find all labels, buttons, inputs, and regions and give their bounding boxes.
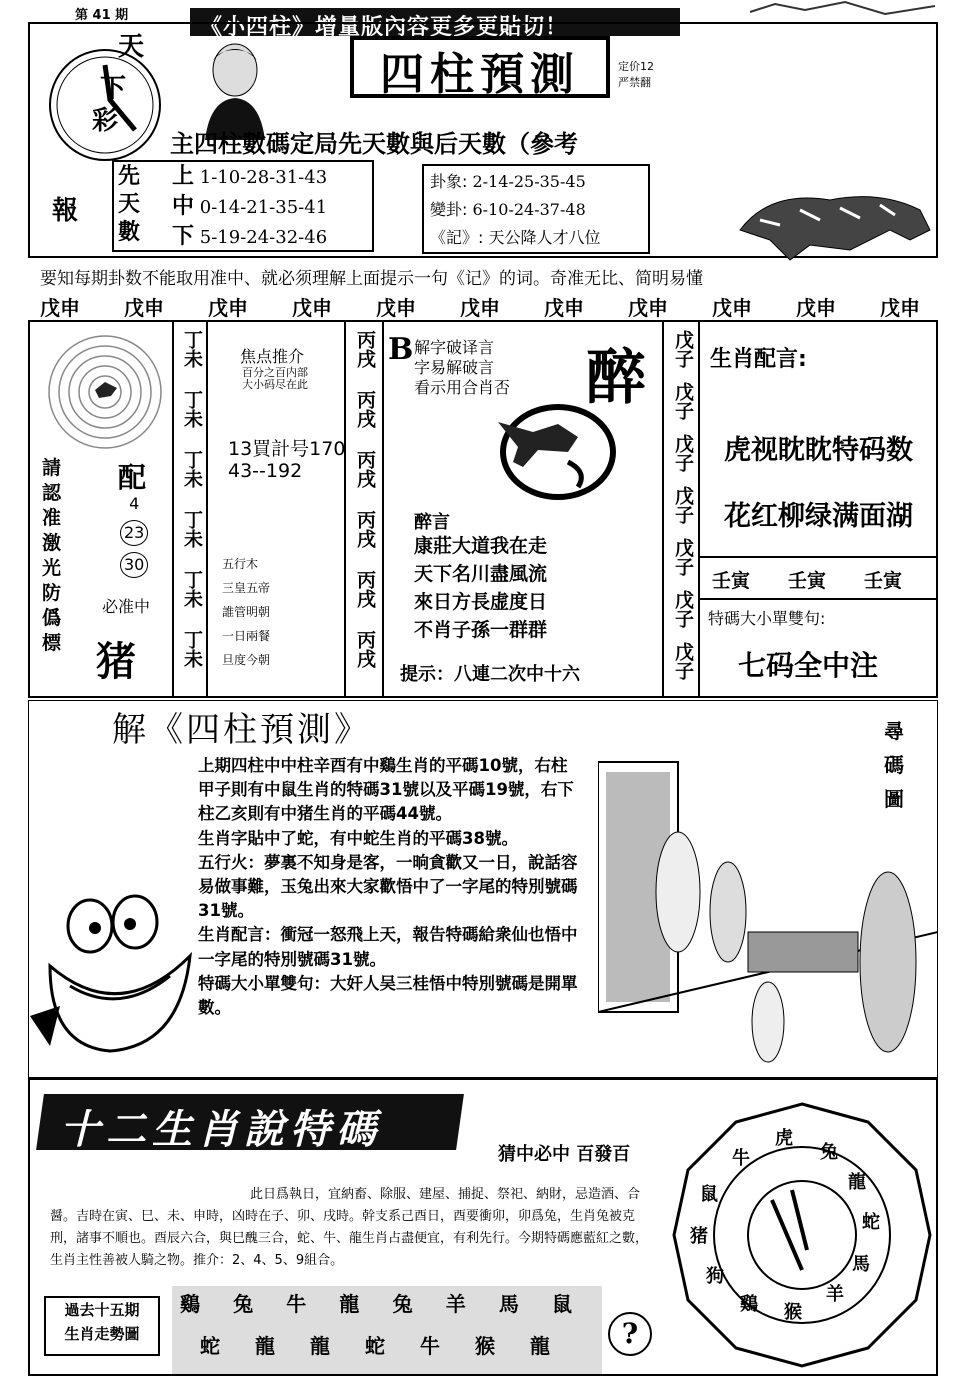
banner-text: 《小四柱》增量版內容更多更貼切！ xyxy=(200,14,569,40)
numbers-left-labels xyxy=(118,162,140,246)
focus-line1: 13買計号170 xyxy=(228,438,346,460)
bottom-banner: 十二生肖說特碼 xyxy=(60,1106,382,1153)
wheel-label: 牛 xyxy=(732,1148,750,1169)
wheel-label: 鷄 xyxy=(740,1294,758,1315)
top-row-item: 戊申 xyxy=(124,296,164,320)
subtitle: 主四柱數碼定局先天數與后天數（參考 xyxy=(170,129,578,158)
top-row xyxy=(40,292,920,321)
trend-item: 馬 xyxy=(498,1292,519,1316)
top-row-item: 戊申 xyxy=(880,296,920,320)
cartoon-mascot-icon xyxy=(30,856,210,1066)
explain-body: 上期四柱中中柱辛酉有中鷄生肖的平碼10號，右柱甲子則有中鼠生肖的特碼31號以及平碼19號，右下柱乙亥則有中猪生肖的平碼44號。 生肖字貼中了蛇，有中蛇生肖的平碼38號。 五行火：夢裏不知身是客，一晌貪歡又一日，說話容易做事難，玉兔出來大家歡悟中了一字尾的特別號碼31號。 生肖配言：衝冠一怒飛上天，報告特碼給衆仙也悟中一字尾的特別號碼31號。 特碼大小單雙句：大奸人吴三桂悟中特別號碼是開單數。 xyxy=(198,756,578,1018)
stamp-char-1: 天 xyxy=(118,32,145,62)
trend-item: 龍 xyxy=(255,1334,275,1358)
wheel-label: 狗 xyxy=(706,1266,724,1287)
trend-item: 蛇 xyxy=(365,1334,385,1358)
zodiac-line2: 花红柳绿满面湖 xyxy=(724,501,913,532)
zodiac-title: 生肖配言: xyxy=(710,347,807,372)
side-label: 尋 碼 圖 xyxy=(884,719,904,811)
top-row-item: 戊申 xyxy=(712,296,752,320)
special-text: 七码全中注 xyxy=(738,649,879,682)
deer-plate-icon xyxy=(478,392,618,502)
wheel-label: 馬 xyxy=(852,1254,870,1275)
trend-bottom-row xyxy=(200,1330,550,1359)
number-row: 中 0-14-21-35-41 xyxy=(172,193,328,219)
zodiac-wheel-icon xyxy=(672,1100,932,1370)
numbers-rows xyxy=(172,162,327,252)
wheel-label: 龍 xyxy=(848,1172,866,1193)
top-row-item: 戊申 xyxy=(292,296,332,320)
label-xian: 先 xyxy=(118,163,141,189)
top-row-item: 戊申 xyxy=(628,296,668,320)
label-tian: 天 xyxy=(118,191,141,217)
trend-item: 鷄 xyxy=(180,1292,200,1316)
riddle-intro: 解字破译言 字易解破言 看示用合肖否 xyxy=(414,338,511,397)
anti-fake-text: 請 認 准 激 光 防 僞 標 xyxy=(42,457,62,654)
wheel-label: 鼠 xyxy=(700,1184,718,1205)
zodiac-line1: 虎视眈眈特码数 xyxy=(724,435,913,466)
col-wuzi: 戊子 戊子 戊子 戊子 戊子 戊子 戊子 xyxy=(672,330,694,680)
col-dingwei: 丁未 丁未 丁未 丁未 丁未 丁未 xyxy=(181,330,203,668)
number-row: 下 5-19-24-32-46 xyxy=(172,223,328,249)
wheel-label: 蛇 xyxy=(862,1212,880,1233)
special-label: 特碼大小單雙句: xyxy=(708,609,826,628)
bottom-paragraph: 此日爲執日，宜納畜、除服、建屋、捕捉、祭祀、納財，忌造酒、合醤。吉時在寅、巳、未、申時，凶時在子、卯、戌時。幹支系己酉日，酉要衝卯，卯爲兔，生肖兔被克刑，諸事不順也。酉辰六合，與巳醜三合，蛇、牛、龍生肖占盡便宜，有利先行。今期特碼應藍紅之數，生肖主性善被人騎之物。推介：2、4、5、9組合。 xyxy=(50,1187,649,1268)
hexagram-rows: 卦象: 2-14-25-35-45 變卦: 6-10-24-37-48 《記》: 天公降人才八位 xyxy=(430,172,601,247)
page-title: 四柱預測 xyxy=(380,49,580,100)
trend-item: 牛 xyxy=(420,1334,440,1358)
trend-label-box: 過去十五期 生肖走勢圖 xyxy=(44,1296,160,1356)
notice-text: 要知每期卦数不能取用准中、就必须理解上面提示一句《记》的词。奇准无比、简明易懂 xyxy=(40,269,703,289)
top-row-item: 戊申 xyxy=(376,296,416,320)
focus-title: 焦点推介 xyxy=(240,347,305,366)
trend-item: 龍 xyxy=(310,1334,330,1358)
stamp-char-4: 報 xyxy=(52,196,79,226)
wheel-label: 羊 xyxy=(826,1284,844,1305)
label-shu: 數 xyxy=(118,219,141,245)
explain-title: 解《四柱預測》 xyxy=(112,710,371,750)
trend-top-row xyxy=(180,1288,572,1317)
issue-label: 第 41 期 xyxy=(75,8,129,23)
riddle-lines: 康莊大道我在走 天下名川盡風流 來日方長虚度日 不肖子孫一群群 xyxy=(414,535,548,641)
bottom-slogan: 猜中必中 百發百 xyxy=(498,1144,631,1165)
corner-art-icon xyxy=(745,0,945,22)
riddle-hint: 提示：八連二次中十六 xyxy=(400,664,580,685)
trend-item: 龍 xyxy=(339,1292,360,1316)
trend-item: 鼠 xyxy=(551,1292,572,1316)
riddle-b-icon: B xyxy=(388,332,414,367)
stamp-char-2: 下 xyxy=(100,74,127,104)
top-row-item: 戊申 xyxy=(796,296,836,320)
wheel-label: 虎 xyxy=(775,1128,793,1149)
wheel-label: 兔 xyxy=(820,1142,838,1163)
focus-sub2: 大小码尽在此 xyxy=(242,378,308,391)
trend-item: 羊 xyxy=(445,1292,466,1316)
laser-target-icon xyxy=(45,330,165,455)
top-row-item: 戊申 xyxy=(208,296,248,320)
trend-item: 龍 xyxy=(530,1334,550,1358)
pei-numbers: 4 23 30 xyxy=(120,492,148,578)
top-row-item: 戊申 xyxy=(40,296,80,320)
price-note-2: 严禁翻 xyxy=(618,76,651,89)
price-note-1: 定价12 xyxy=(618,60,654,73)
focus-line2: 43--192 xyxy=(228,460,303,482)
riddle-big-char: 醉 xyxy=(586,343,646,413)
trend-item: 兔 xyxy=(392,1292,413,1316)
number-row: 上 1-10-28-31-43 xyxy=(172,163,328,189)
wheel-label: 猪 xyxy=(690,1226,708,1247)
trend-item: 牛 xyxy=(286,1292,307,1316)
renyin-row: 壬寅 壬寅 壬寅 xyxy=(712,570,902,592)
trend-item: 蛇 xyxy=(200,1334,220,1358)
top-row-item: 戊申 xyxy=(460,296,500,320)
must-win-label: 必准中 xyxy=(102,597,151,616)
stamp-char-3: 彩 xyxy=(92,106,119,136)
top-row-item: 戊申 xyxy=(544,296,584,320)
pei-label: 配 xyxy=(118,461,147,494)
trend-item: 兔 xyxy=(233,1292,254,1316)
focus-sub1: 百分之百内部 xyxy=(242,366,308,379)
trend-item: 猴 xyxy=(475,1334,495,1358)
tiger-icon xyxy=(730,170,940,265)
col-bingxu: 丙戌 丙戌 丙戌 丙戌 丙戌 丙戌 xyxy=(354,330,376,668)
focus-poem: 五行木 三皇五帝 誰管明朝 一日兩餐 旦度今朝 xyxy=(222,557,271,667)
trend-question: ? xyxy=(608,1312,652,1356)
animal-pig: 猪 xyxy=(96,638,136,685)
riddle-title: 醉言 xyxy=(414,512,450,533)
wheel-label: 猴 xyxy=(784,1302,802,1323)
